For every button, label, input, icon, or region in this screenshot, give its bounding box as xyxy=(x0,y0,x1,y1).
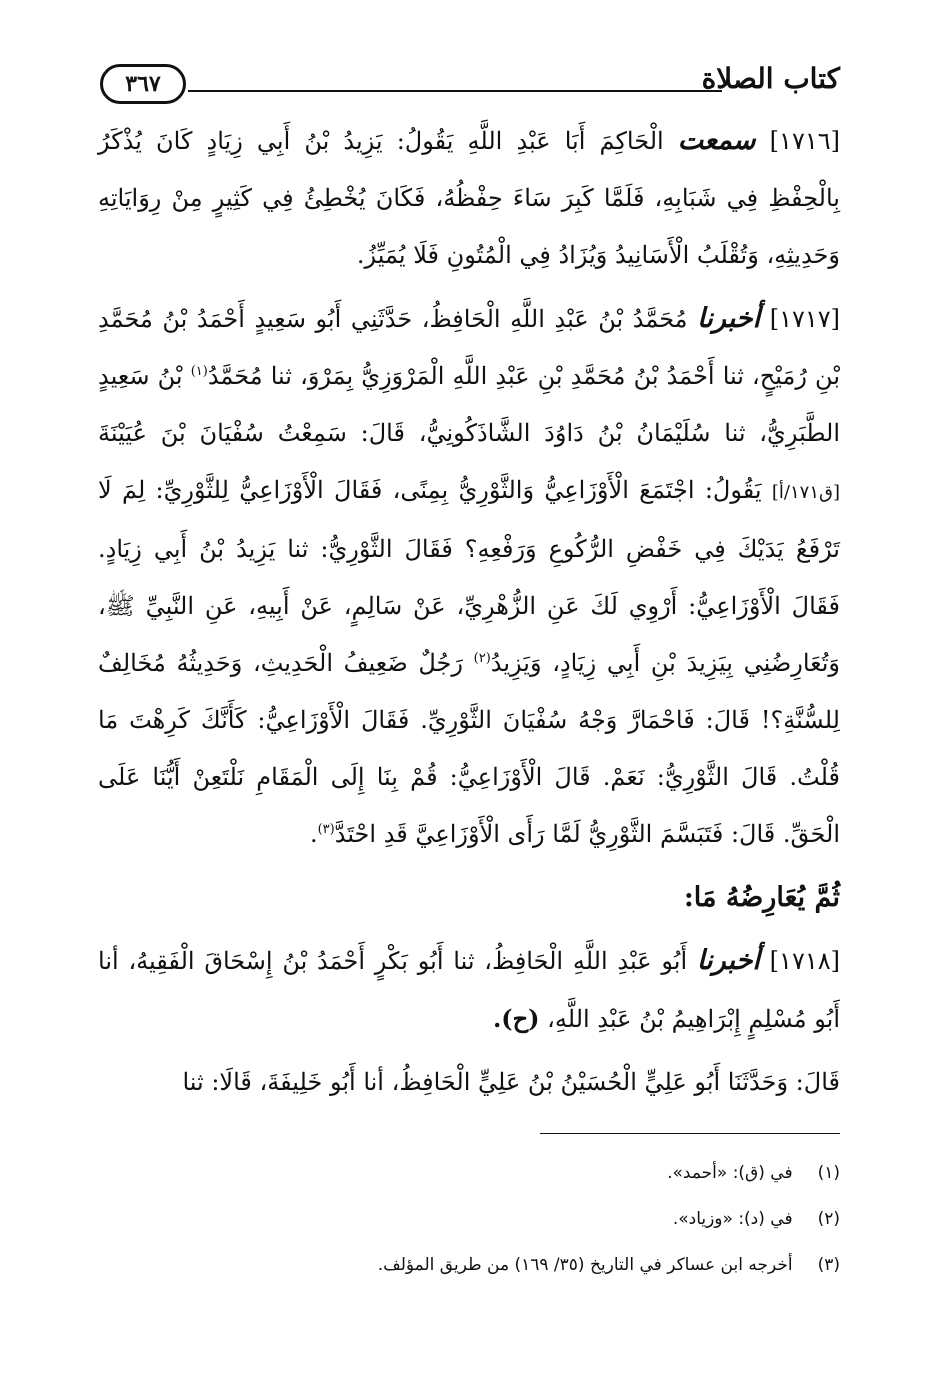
running-head: كتاب الصلاة xyxy=(701,62,840,95)
page-number: ٣٦٧ xyxy=(100,64,186,104)
paragraph-text: مُحَمَّدُ بْنُ عَبْدِ اللَّهِ الْحَافِظُ، حَدَّثَنِي أَبُو سَعِيدٍ أَحْمَدُ بْنُ مُحَمَّدِ بْنِ رُمَيْحٍ، ثنا أَحْمَدُ بْنُ مُحَمَّدِ بْنِ عَبْدِ اللَّهِ الْمَرْوَزِيُّ بِمَرْوَ، ثنا مُحَمَّدُ xyxy=(98,305,840,390)
footnote-text: في (د): «وزياد». xyxy=(672,1209,793,1229)
paragraph-text: رَجُلٌ ضَعِيفُ الْحَدِيثِ، وَحَدِيثُهُ مُخَالِفٌ لِلسُّنَّةِ؟! قَالَ: فَاحْمَارَّ وَجْهُ سُفْيَانَ الثَّوْرِيِّ. فَقَالَ الْأَوْزَاعِيُّ: كَأَنَّكَ كَرِهْتَ مَا قُلْتُ. قَالَ الثَّوْرِيُّ: نَعَمْ. قَالَ الْأَوْزَاعِيُّ: قُمْ بِنَا إِلَى الْمَقَامِ نَلْتَعِنْ أَيُّنَا عَلَى الْحَقِّ. قَالَ: فَتَبَسَّمَ الثَّوْرِيُّ لَمَّا رَأَى الْأَوْزَاعِيَّ قَدِ احْتَدَّ xyxy=(98,649,840,848)
main-text xyxy=(98,112,840,1111)
footnote-ref-3: (٣) xyxy=(317,822,335,837)
page-header xyxy=(100,58,840,108)
paragraph-text: أَبُو عَبْدِ اللَّهِ الْحَافِظُ، ثنا أَبُو بَكْرٍ أَحْمَدُ بْنُ إِسْحَاقَ الْفَقِيهُ، أنا أَبُو مُسْلِمٍ إِبْرَاهِيمُ بْنُ عَبْدِ اللَّهِ، xyxy=(98,947,840,1033)
lead-word: أخبرنا xyxy=(697,303,761,334)
footnote-separator xyxy=(540,1133,840,1134)
lead-word: سمعت xyxy=(677,125,756,156)
footnote-number: (٢) xyxy=(817,1209,840,1229)
paragraph-text: الْحَاكِمَ أَبَا عَبْدِ اللَّهِ يَقُولُ: يَزِيدُ بْنُ أَبِي زِيَادٍ كَانَ يُذْكَرُ بِالْحِفْظِ فِي شَبَابِهِ، فَلَمَّا كَبِرَ سَاءَ حِفْظُهُ، فَكَانَ يُخْطِئُ فِي كَثِيرٍ مِنْ رِوَايَاتِهِ وَحَدِيثِهِ، وَتُقْلَبُ الْأَسَانِيدُ وَيُزَادُ فِي الْمُتُونِ فَلَا يُمَيِّزُ. xyxy=(98,127,840,269)
footnote-number: (١) xyxy=(817,1163,840,1183)
footnote-ref-2: (٢) xyxy=(473,651,491,666)
footnote-ref-1: (١) xyxy=(190,364,208,379)
paragraph-text: . xyxy=(309,820,318,848)
paragraph-1717 xyxy=(98,290,840,863)
lead-word: أخبرنا xyxy=(696,945,760,976)
footnote-item xyxy=(98,1150,840,1196)
hadith-number: [١٧١٨] xyxy=(769,947,840,975)
footnote-number: (٣) xyxy=(817,1255,840,1275)
manuscript-ref: [ق١٧١/أ] xyxy=(771,482,840,503)
footnote-text: أخرجه ابن عساكر في التاريخ (٣٥/ ١٦٩) من طريق المؤلف. xyxy=(377,1255,793,1275)
footnotes xyxy=(98,1150,840,1288)
section-subheading: ثُمَّ يُعَارِضُهُ مَا: xyxy=(683,882,840,913)
paragraph-continuation xyxy=(98,1054,840,1111)
footnote-text: في (ق): «أحمد». xyxy=(667,1163,793,1183)
hadith-number: [١٧١٦] xyxy=(769,127,840,155)
tahwil-mark: (ح). xyxy=(492,1004,540,1033)
footnote-item xyxy=(98,1196,840,1242)
header-rule xyxy=(188,90,722,92)
paragraph-text: قَالَ: وَحَدَّثَنَا أَبُو عَلِيٍّ الْحُسَيْنُ بْنُ عَلِيٍّ الْحَافِظُ، أنا أَبُو خَلِيفَةَ، قَالَا: ثنا xyxy=(182,1068,840,1096)
footnote-item xyxy=(98,1242,840,1288)
paragraph-text: بْنُ سَعِيدٍ الطَّبَرِيُّ، ثنا سُلَيْمَانُ بْنُ دَاوُدَ الشَّاذَكُونِيُّ، قَالَ: سَمِعْتُ سُفْيَانَ بْنَ عُيَيْنَةَ xyxy=(98,362,840,447)
hadith-number: [١٧١٧] xyxy=(769,305,840,333)
paragraph-text: يَقُولُ: اجْتَمَعَ الْأَوْزَاعِيُّ وَالثَّوْرِيُّ بِمِنًى، فَقَالَ الْأَوْزَاعِيُّ لِلثَّوْرِيِّ: لِمَ لَا تَرْفَعُ يَدَيْكَ فِي خَفْضِ الرُّكُوعِ وَرَفْعِهِ؟ فَقَالَ الثَّوْرِيُّ: ثنا يَزِيدُ بْنُ أَبِي زِيَادٍ. فَقَالَ الْأَوْزَاعِيُّ: أَرْوِي لَكَ عَنِ الزُّهْرِيِّ، عَنْ سَالِمٍ، عَنْ أَبِيهِ، عَنِ النَّبِيِّ ﷺ، وَتُعَارِضُنِي بِيَزِيدَ بْنِ أَبِي زِيَادٍ، وَيَزِيدُ xyxy=(98,476,840,677)
paragraph-1718 xyxy=(98,932,840,1048)
paragraph-1716 xyxy=(98,112,840,284)
